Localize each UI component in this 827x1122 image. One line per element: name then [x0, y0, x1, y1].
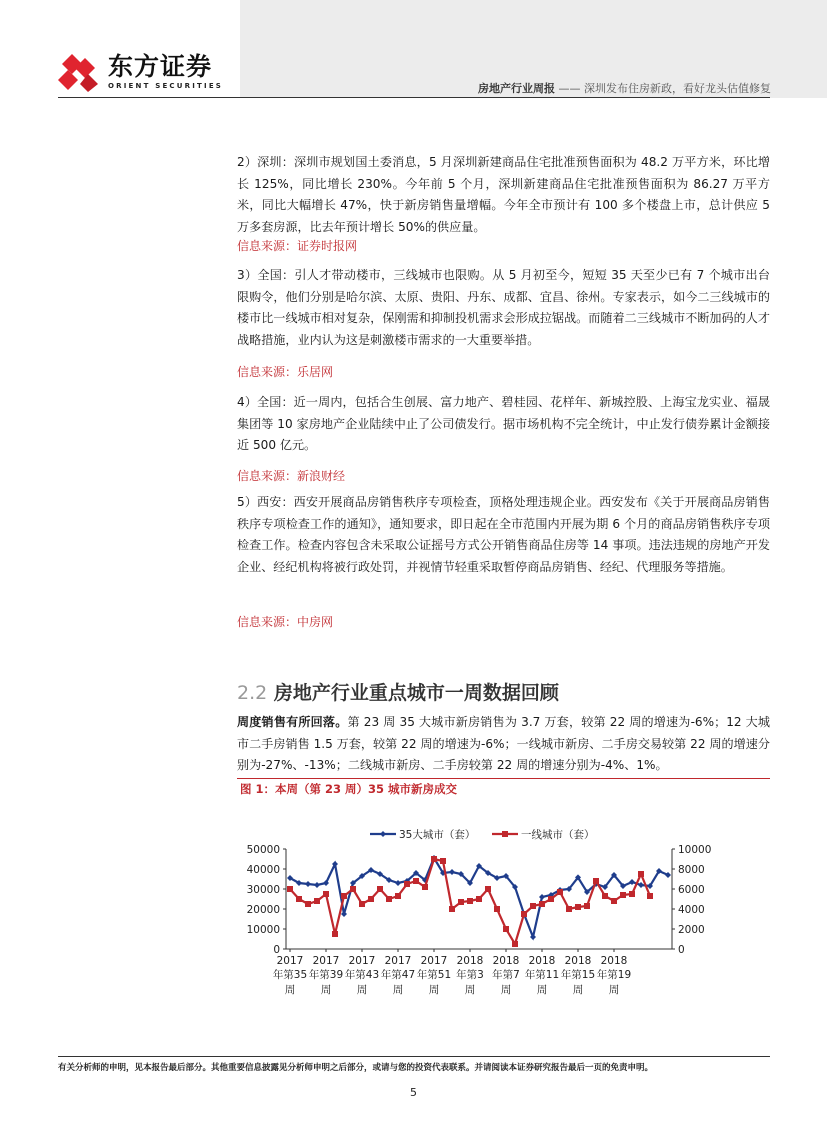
x-tick-label-year: 2017	[276, 955, 304, 967]
x-tick-label-unit: 周	[500, 984, 512, 996]
x-tick-label-week: 年第43	[344, 969, 380, 981]
x-tick-label-unit: 周	[464, 984, 476, 996]
series-2-point	[584, 903, 590, 909]
series-2-point	[413, 878, 419, 884]
series-2-point	[611, 898, 617, 904]
series-2-point	[566, 906, 572, 912]
series-2-point	[503, 926, 509, 932]
series-1-point	[395, 880, 401, 886]
right-tick-label: 0	[678, 944, 685, 956]
x-tick-label-year: 2017	[348, 955, 376, 967]
x-tick-label-year: 2017	[312, 955, 340, 967]
series-2-point	[602, 893, 608, 899]
section-number: 2.2	[237, 682, 268, 704]
x-tick-label-year: 2017	[420, 955, 448, 967]
summary-lead: 周度销售有所回落。	[237, 715, 348, 729]
series-2-point	[638, 871, 644, 877]
series-2-point	[377, 886, 383, 892]
series-2-point	[557, 889, 563, 895]
series-2-point	[359, 901, 365, 907]
summary-body: 第 23 周 35 大城市新房销售为 3.7 万套，较第 22 周的增速为-6%；12 大城市二手房销售 1.5 万套，较第 22 周的增速为-6%；一线城市新房、二手房交易较第 22 周的增速分别为-27%、-13%；二线城市新房、二手房较第 22 周的增速分别为-4%、1%。	[237, 715, 770, 773]
series-1-point	[305, 881, 311, 887]
series-1-point	[341, 911, 347, 917]
series-2-point	[530, 903, 536, 909]
x-tick-label-unit: 周	[428, 984, 440, 996]
company-logo	[58, 52, 238, 92]
x-tick-label-year: 2018	[600, 955, 628, 967]
figure-title: 图 1：本周（第 23 周）35 城市新房成交	[240, 782, 458, 796]
series-2-point	[539, 901, 545, 907]
x-tick-label-week: 年第51	[416, 969, 452, 981]
news-source-shenzhen: 信息来源：证券时报网	[237, 239, 358, 253]
news-item-national-bonds: 4）全国：近一周内，包括合生创展、富力地产、碧桂园、花样年、新城控股、上海宝龙实业、福晟集团等 10 家房地产企业陆续中止了公司债发行。据市场机构不完全统计，中止发行债券累计金额接近 500 亿元。	[237, 395, 770, 453]
series-2-point	[485, 886, 491, 892]
series-2-point	[287, 886, 293, 892]
left-tick-label: 10000	[246, 924, 280, 936]
left-tick-label: 40000	[246, 864, 280, 876]
news-source-xian: 信息来源：中房网	[237, 615, 334, 629]
series-2-point	[440, 858, 446, 864]
legend-label: 35大城市（套）	[399, 829, 476, 841]
series-2-point	[332, 931, 338, 937]
logo-chinese-name: 东方证券	[108, 52, 213, 81]
series-2-point	[296, 896, 302, 902]
legend-marker	[380, 831, 386, 837]
logo-english-name: ORIENT SECURITIES	[108, 82, 224, 90]
series-2-point	[431, 856, 437, 862]
series-2-point	[548, 896, 554, 902]
series-2-point	[350, 886, 356, 892]
figure-divider	[237, 778, 770, 779]
series-2-point	[512, 941, 518, 947]
series-2-point	[620, 892, 626, 898]
right-tick-label: 6000	[678, 884, 705, 896]
news-source-national-purchase-limits: 信息来源：乐居网	[237, 365, 334, 379]
x-tick-label-week: 年第11	[524, 969, 560, 981]
x-tick-label-year: 2018	[456, 955, 484, 967]
series-2-point	[395, 893, 401, 899]
left-tick-label: 50000	[246, 844, 280, 856]
series-2-point	[476, 896, 482, 902]
footer-divider	[58, 1056, 770, 1057]
series-2-point	[494, 906, 500, 912]
news-source-national-bonds: 信息来源：新浪财经	[237, 469, 346, 483]
right-tick-label: 8000	[678, 864, 705, 876]
series-2-point	[458, 899, 464, 905]
series-2-point	[467, 898, 473, 904]
report-header-title	[478, 82, 771, 95]
series-2-point	[629, 891, 635, 897]
series-2-point	[647, 893, 653, 899]
series-2-point	[386, 896, 392, 902]
x-tick-label-unit: 周	[608, 984, 620, 996]
report-subtitle: 深圳发布住房新政，看好龙头估值修复	[584, 82, 771, 95]
x-tick-label-week: 年第3	[456, 969, 484, 981]
series-2-point	[323, 891, 329, 897]
x-tick-label-unit: 周	[392, 984, 404, 996]
series-2-point	[422, 884, 428, 890]
legend-label: 一线城市（套）	[521, 829, 595, 841]
x-tick-label-week: 年第7	[492, 969, 520, 981]
series-1-point	[638, 882, 644, 888]
series-1-point	[530, 934, 536, 940]
news-item-national-purchase-limits: 3）全国：引人才带动楼市，三线城市也限购。从 5 月初至今，短短 35 天至少已有 7 个城市出台限购令，他们分别是哈尔滨、太原、贵阳、丹东、成都、宜昌、徐州。专家表示，如今二三线城市的楼市比一线城市相对复杂，保刚需和抑制投机需求会形成拉锯战。而随着二三线城市不断加码的人才战略措施，业内认为这是刺激楼市需求的一大重要举措。	[237, 268, 770, 348]
header-separator: ——	[558, 82, 581, 95]
x-tick-label-year: 2017	[384, 955, 412, 967]
series-1-point	[539, 894, 545, 900]
right-tick-label: 4000	[678, 904, 705, 916]
left-tick-label: 0	[273, 944, 280, 956]
news-item-shenzhen: 2）深圳：深圳市规划国土委消息，5 月深圳新建商品住宅批准预售面积为 48.2 万平方米，环比增长 125%，同比增长 230%。今年前 5 个月，深圳新建商品住宅批准预售面积为 86.27 万平方米，同比大幅增长 47%，快于新房销售量增幅。今年全市预计有 100 多个楼盘上市，总计供应 5 万多套房源，比去年预计增长 50%的供应量。	[237, 155, 770, 235]
sales-line-chart	[230, 820, 730, 1010]
x-tick-label-week: 年第15	[560, 969, 596, 981]
footer-disclaimer: 有关分析师的申明，见本报告最后部分。其他重要信息披露见分析师申明之后部分，或请与您的投资代表联系。并请阅读本证券研究报告最后一页的免责申明。	[58, 1063, 654, 1073]
series-2-point	[404, 881, 410, 887]
x-tick-label-unit: 周	[320, 984, 332, 996]
left-tick-label: 20000	[246, 904, 280, 916]
x-tick-label-year: 2018	[492, 955, 520, 967]
series-2-point	[449, 906, 455, 912]
x-tick-label-unit: 周	[572, 984, 584, 996]
series-2-point	[521, 911, 527, 917]
header-divider	[58, 97, 770, 98]
section-heading	[237, 681, 559, 705]
series-1-point	[449, 869, 455, 875]
series-1-point	[314, 882, 320, 888]
series-2-point	[314, 898, 320, 904]
report-type: 房地产行业周报	[478, 82, 555, 95]
series-2-point	[593, 878, 599, 884]
x-tick-label-year: 2018	[564, 955, 592, 967]
x-tick-label-unit: 周	[536, 984, 548, 996]
orient-logo-icon	[58, 52, 104, 92]
x-tick-label-week: 年第39	[308, 969, 344, 981]
section-summary	[237, 712, 770, 777]
x-tick-label-unit: 周	[356, 984, 368, 996]
news-item-xian: 5）西安：西安开展商品房销售秩序专项检查，顶格处理违规企业。西安发布《关于开展商品房销售秩序专项检查工作的通知》，通知要求，即日起在全市范围内开展为期 6 个月的商品房销售秩序专项检查工作。检查内容包含未采取公证摇号方式公开销售商品住房等 14 事项。违法违规的房地产开发企业、经纪机构将被行政处罚，并视情节轻重采取暂停商品房销售、经纪、代理服务等措施。	[237, 495, 770, 575]
x-tick-label-unit: 周	[284, 984, 296, 996]
x-tick-label-week: 年第19	[596, 969, 632, 981]
series-2-point	[341, 893, 347, 899]
page-number: 5	[410, 1086, 417, 1099]
section-title: 房地产行业重点城市一周数据回顾	[273, 682, 559, 704]
x-tick-label-year: 2018	[528, 955, 556, 967]
series-2-point	[368, 896, 374, 902]
right-tick-label: 10000	[678, 844, 712, 856]
right-tick-label: 2000	[678, 924, 705, 936]
legend-marker	[502, 831, 508, 837]
series-2-point	[305, 901, 311, 907]
series-2-point	[575, 904, 581, 910]
left-tick-label: 30000	[246, 884, 280, 896]
x-tick-label-week: 年第47	[380, 969, 416, 981]
x-tick-label-week: 年第35	[272, 969, 308, 981]
